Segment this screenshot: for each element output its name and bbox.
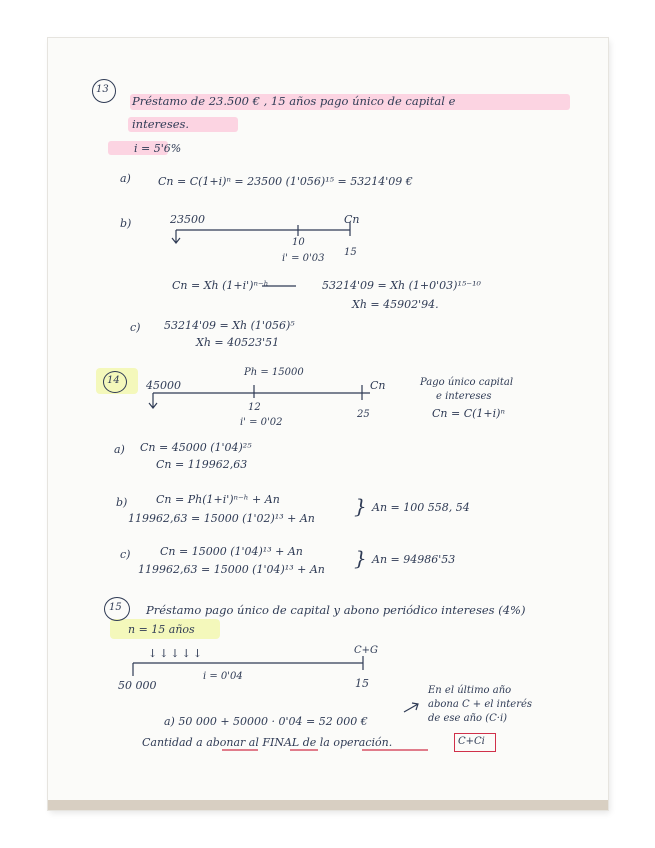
p15-rate: i = 0'04 [203, 671, 243, 682]
p13-statement-line-2: intereses. [132, 117, 190, 131]
p13-c-result: Xh = 40523'51 [196, 336, 280, 349]
p15-n: n = 15 años [128, 623, 195, 636]
p13-b-start: 23500 [170, 213, 205, 226]
p15-note-line-1: En el último año [428, 685, 512, 696]
p13-b-rate: i' = 0'03 [282, 253, 325, 264]
p14-rate: i' = 0'02 [240, 417, 283, 428]
p15-note-line-3: de ese año (C·i) [428, 713, 508, 724]
p15-a-formula: a) 50 000 + 50000 · 0'04 = 52 000 € [164, 715, 368, 728]
p15-end-tick: 15 [355, 677, 369, 690]
problem-15-number: 15 [109, 602, 122, 613]
p13-b-formula-left: Cn = Xh (1+i')ⁿ⁻ʰ [172, 279, 269, 292]
p13-c-formula: 53214'09 = Xh (1'056)⁵ [164, 319, 295, 332]
p14-note-line-1: Pago único capital [420, 377, 514, 388]
p14-note-formula: Cn = C(1+i)ⁿ [432, 407, 505, 420]
p13-b-formula-right: 53214'09 = Xh (1+0'03)¹⁵⁻¹⁰ [322, 279, 481, 292]
p14-a-line-2: Cn = 119962,63 [156, 458, 248, 471]
p14-b-line-1: Cn = Ph(1+i')ⁿ⁻ʰ + An [156, 493, 280, 506]
p13-b-label: b) [120, 217, 132, 230]
problem-13-number: 13 [96, 84, 109, 95]
p14-b-label: b) [116, 496, 128, 509]
p14-start: 45000 [146, 379, 181, 392]
p13-b-end-tick: 15 [344, 247, 357, 258]
p14-a-line-1: Cn = 45000 (1'04)²⁵ [140, 441, 252, 454]
p13-a-formula: Cn = C(1+i)ⁿ = 23500 (1'056)¹⁵ = 53214'09 € [158, 175, 413, 188]
p14-mid-label: Ph = 15000 [244, 367, 304, 378]
problem-14-number: 14 [107, 375, 120, 386]
p14-mid-tick: 12 [248, 402, 261, 413]
p13-timeline-start-arrow [172, 230, 180, 243]
p14-b-brace: } [354, 494, 367, 518]
p13-b-result: Xh = 45902'94. [352, 298, 439, 311]
p15-arrows: ↓↓↓↓↓ [148, 647, 205, 660]
p14-b-line-2: 119962,63 = 15000 (1'02)¹³ + An [128, 512, 315, 525]
p14-b-result: An = 100 558, 54 [372, 501, 470, 514]
p14-c-brace: } [354, 546, 367, 570]
p13-c-label: c) [130, 321, 141, 334]
p15-boxed-answer: C+Ci [458, 736, 485, 747]
p14-c-line-2: 119962,63 = 15000 (1'04)¹³ + An [138, 563, 325, 576]
p15-conclusion: Cantidad a abonar al FINAL de la operación. [142, 736, 393, 749]
p15-statement: Préstamo pago único de capital y abono periódico intereses (4%) [146, 603, 526, 617]
p14-end-label: Cn [370, 379, 386, 392]
p13-b-end-label: Cn [344, 213, 360, 226]
p14-timeline-start-arrow [149, 393, 157, 408]
p13-rate: i = 5'6% [134, 142, 182, 155]
p14-c-line-1: Cn = 15000 (1'04)¹³ + An [160, 545, 303, 558]
p13-b-mid-tick: 10 [292, 237, 305, 248]
p13-a-label: a) [120, 172, 131, 185]
p15-note-line-2: abona C + el interés [428, 699, 533, 710]
p14-c-result: An = 94986'53 [372, 553, 456, 566]
p14-a-label: a) [114, 443, 125, 456]
p15-note-arrow [404, 703, 418, 712]
p13-statement-line-1: Préstamo de 23.500 € , 15 años pago único de capital e [132, 94, 456, 108]
p15-end-label: C+G [354, 645, 379, 656]
p15-start: 50 000 [118, 679, 157, 692]
p14-end-tick: 25 [357, 409, 370, 420]
p14-note-line-2: e intereses [436, 391, 492, 402]
p14-c-label: c) [120, 548, 131, 561]
